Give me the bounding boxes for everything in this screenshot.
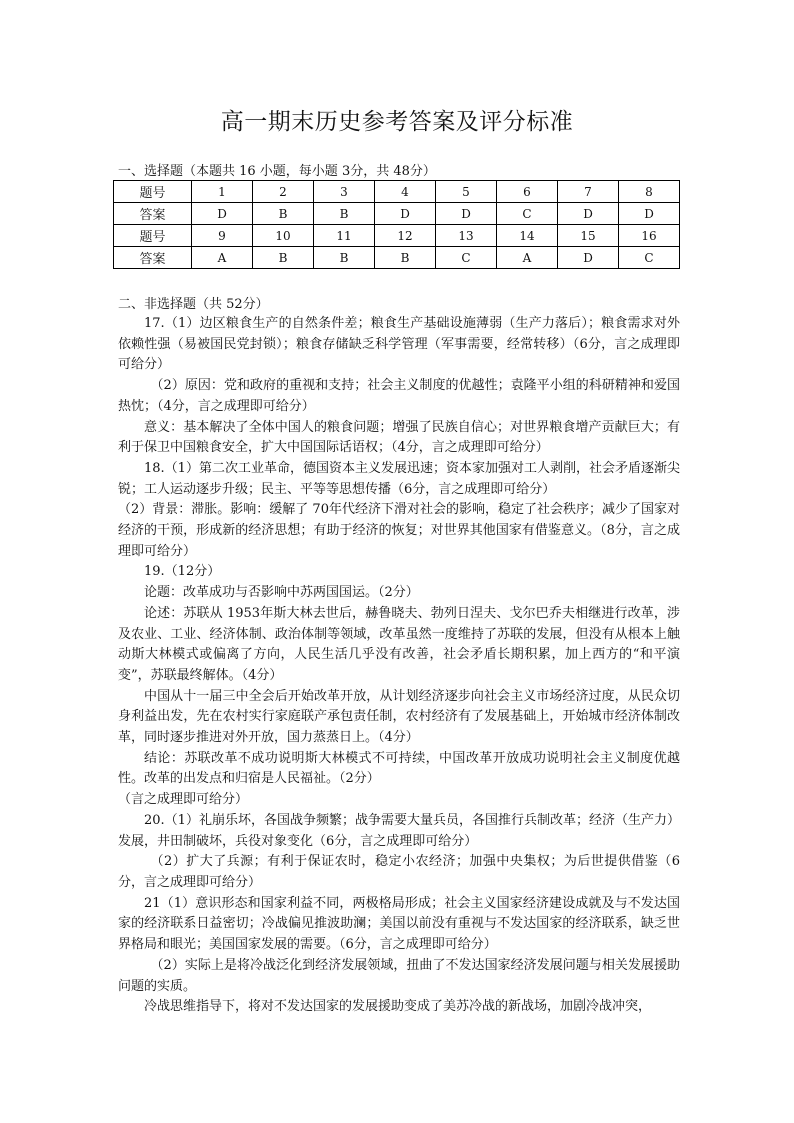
table-cell: 16 <box>619 225 680 247</box>
table-cell: 13 <box>436 225 497 247</box>
table-cell: D <box>192 203 253 225</box>
answer-paragraph: 20.（1）礼崩乐坏，各国战争频繁；战争需要大量兵员，各国推行兵制改革；经济（生产力）发展，井田制破坏，兵役对象变化（6分，言之成理即可给分） <box>118 812 680 849</box>
answer-body <box>118 314 680 1018</box>
table-row <box>114 181 680 203</box>
page-title: 高一期末历史参考答案及评分标准 <box>220 109 574 135</box>
table-cell: D <box>436 203 497 225</box>
answer-paragraph: 17.（1）边区粮食生产的自然条件差；粮食生产基础设施薄弱（生产力落后）；粮食需求对外依赖性强（易被国民党封锁）；粮食存储缺乏科学管理（军事需要，经常转移）（6分，言之成理即可给分） <box>118 316 680 373</box>
answer-paragraph: 中国从十一届三中全会后开始改革开放，从计划经济逐步向社会主义市场经济过度，从民众切身利益出发，先在农村实行家庭联产承包责任制，农村经济有了发展基础上，开始城市经济体制改革，同时逐步推进对外开放，国力蒸蒸日上。（4分） <box>118 688 680 746</box>
table-cell: C <box>619 247 680 269</box>
table-cell: 12 <box>375 225 436 247</box>
answer-paragraph: 结论：苏联改革不成功说明斯大林模式不可持续，中国改革开放成功说明社会主义制度优越性。改革的出发点和归宿是人民福祉。（2分） <box>118 750 680 787</box>
answer-table <box>113 180 680 269</box>
answer-paragraph: 论述：苏联从 1953年斯大林去世后，赫鲁晓夫、勃列日涅夫、戈尔巴乔夫相继进行改革，涉及农业、工业、经济体制、政治体制等领域，改革虽然一度维持了苏联的发展，但没有从根本上触动斯大林模式或偏离了方向，人民生活几乎没有改善，社会矛盾长期积累，加上西方的“和平演变”，苏联最终解体。（4分） <box>118 605 680 683</box>
section-1-heading: 一、选择题（本题共 16 小题，每小题 3分，共 48分） <box>118 164 436 179</box>
table-cell: D <box>558 203 619 225</box>
answer-paragraph: （2）背景：滞胀。影响：缓解了 70年代经济下滑对社会的影响，稳定了社会秩序；减少了国家对经济的干预，形成新的经济思想；有助于经济的恢复；对世界其他国家有借鉴意义。（8分，言之成理即可给分） <box>118 502 680 559</box>
table-cell: 3 <box>314 181 375 203</box>
section-2-heading: 二、非选择题（共 52分） <box>118 297 269 312</box>
table-cell: C <box>497 203 558 225</box>
answer-paragraph: 21（1）意识形态和国家利益不同，两极格局形成；社会主义国家经济建设成就及与不发达国家的经济联系日益密切；冷战偏见推波助澜；美国以前没有重视与不发达国家的经济联系，缺乏世界格局和眼光；美国国家发展的需要。（6分，言之成理即可给分） <box>118 895 680 953</box>
answer-paragraph: 论题：改革成功与否影响中苏两国国运。（2分） <box>144 585 419 601</box>
table-cell: B <box>314 247 375 269</box>
table-cell: 4 <box>375 181 436 203</box>
answer-paragraph: 18.（1）第二次工业革命，德国资本主义发展迅速；资本家加强对工人剥削，社会矛盾逐渐尖锐；工人运动逐步升级；民主、平等等思想传播（6分，言之成理即可给分） <box>118 460 680 497</box>
table-cell: 5 <box>436 181 497 203</box>
table-cell: C <box>436 247 497 269</box>
table-cell: 1 <box>192 181 253 203</box>
table-row <box>114 203 680 225</box>
table-cell: 10 <box>253 225 314 247</box>
table-cell: 6 <box>497 181 558 203</box>
table-cell: D <box>558 247 619 269</box>
answer-paragraph: （言之成理即可给分） <box>118 792 249 808</box>
table-cell: D <box>375 203 436 225</box>
table-cell: 11 <box>314 225 375 247</box>
table-row-header: 题号 <box>114 225 192 247</box>
answer-paragraph: （2）原因：党和政府的重视和支持；社会主义制度的优越性；袁隆平小组的科研精神和爱国热忱；（4分，言之成理即可给分） <box>118 378 680 414</box>
table-cell: B <box>253 203 314 225</box>
table-cell: A <box>497 247 558 269</box>
table-cell: 14 <box>497 225 558 247</box>
table-row-header: 答案 <box>114 247 192 269</box>
table-cell: B <box>314 203 375 225</box>
answer-paragraph: （2）扩大了兵源；有利于保证农时，稳定小农经济；加强中央集权；为后世提供借鉴（6分，言之成理即可给分） <box>118 854 680 890</box>
table-row <box>114 225 680 247</box>
table-row <box>114 247 680 269</box>
table-cell: A <box>192 247 253 269</box>
answer-paragraph: 19.（12分） <box>144 564 221 580</box>
table-cell: 15 <box>558 225 619 247</box>
answer-paragraph: 冷战思维指导下，将对不发达国家的发展援助变成了美苏冷战的新战场，加剧冷战冲突， <box>144 999 652 1015</box>
table-cell: 2 <box>253 181 314 203</box>
table-cell: D <box>619 203 680 225</box>
table-row-header: 题号 <box>114 181 192 203</box>
table-cell: 8 <box>619 181 680 203</box>
answer-paragraph: 意义：基本解决了全体中国人的粮食问题；增强了民族自信心；对世界粮食增产贡献巨大；有利于保卫中国粮食安全，扩大中国国际话语权；（4分，言之成理即可给分） <box>118 419 680 456</box>
table-cell: 9 <box>192 225 253 247</box>
table-cell: 7 <box>558 181 619 203</box>
table-cell: B <box>253 247 314 269</box>
table-row-header: 答案 <box>114 203 192 225</box>
table-cell: B <box>375 247 436 269</box>
answer-paragraph: （2）实际上是将冷战泛化到经济发展领域，扭曲了不发达国家经济发展问题与相关发展援助问题的实质。 <box>118 957 680 994</box>
